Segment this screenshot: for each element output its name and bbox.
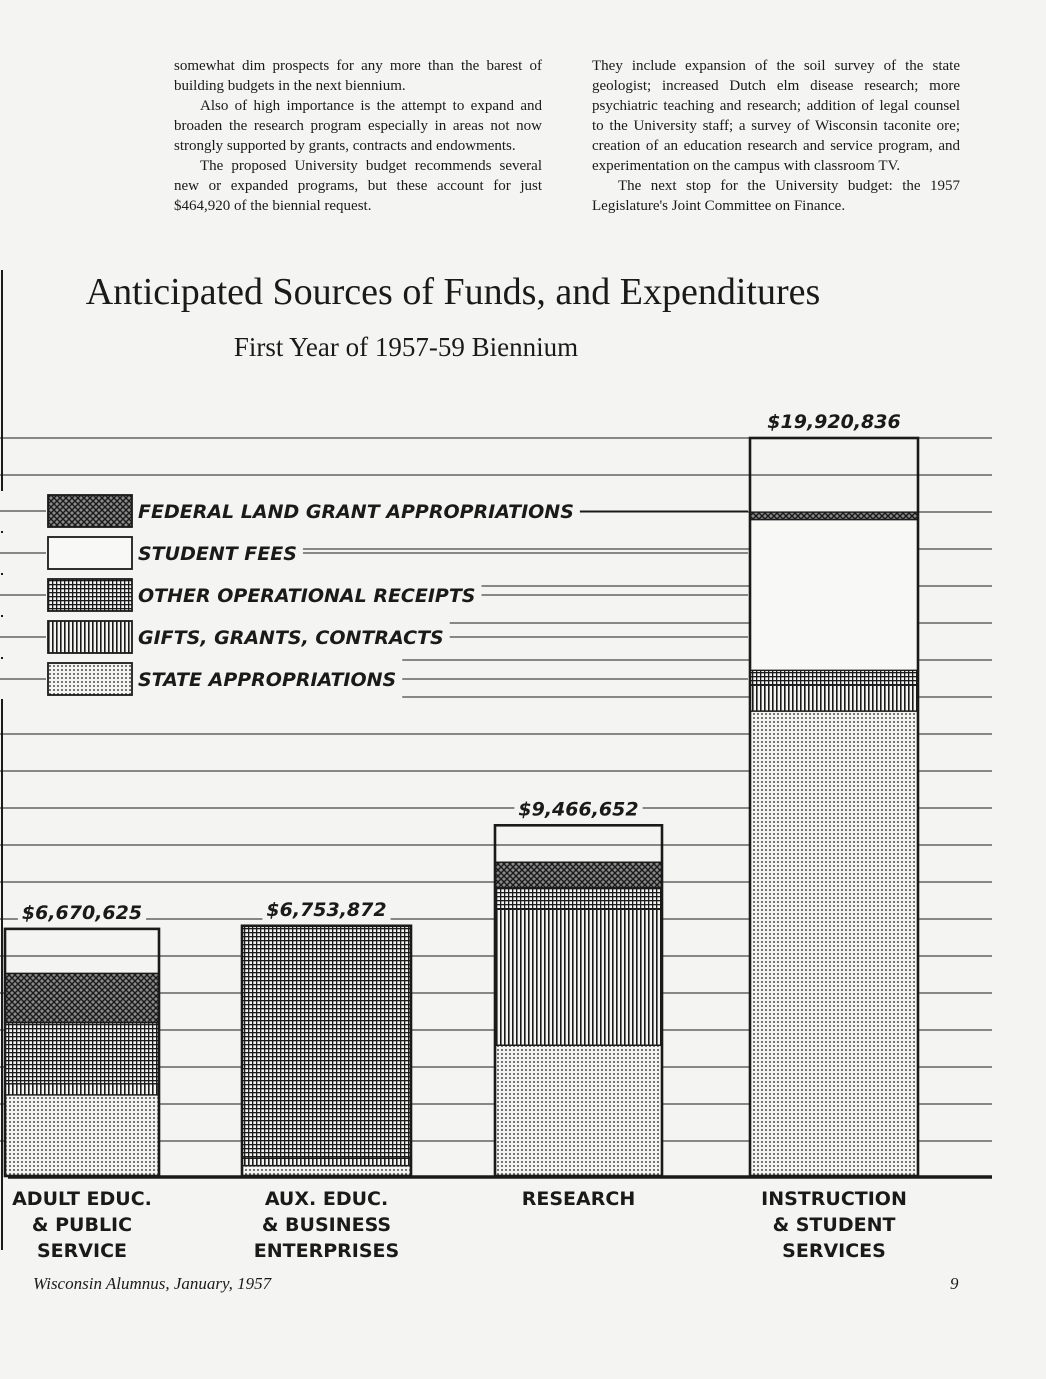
bar-segment <box>495 1045 662 1176</box>
left-paragraph-1: somewhat dim prospects for any more than the barest of building budgets in the next biennium. <box>174 58 542 94</box>
bar-segment <box>750 670 918 685</box>
bar-segment <box>5 973 159 1022</box>
bar-segment <box>750 711 918 1176</box>
chart-title: Anticipated Sources of Funds, and Expenditures <box>85 271 821 313</box>
bar-segment <box>750 512 918 519</box>
right-paragraph-2: The next stop for the University budget: the 1957 Legislature's Joint Committee on Finance. <box>592 178 960 214</box>
bar-total-label: $9,466,652 <box>518 798 639 821</box>
page-number: 9 <box>950 1274 959 1293</box>
category-label: & BUSINESS <box>261 1214 392 1236</box>
category-label: AUX. EDUC. <box>264 1188 389 1210</box>
bar-total-label: $6,753,872 <box>266 898 387 921</box>
bar-segment <box>750 520 918 671</box>
left-paragraph-3: The proposed University budget recommends several new or expanded programs, but these account for just $464,920 of the biennial request. <box>174 158 542 214</box>
bar-total-label: $19,920,836 <box>767 411 901 433</box>
category-label: SERVICES <box>782 1240 886 1262</box>
category-label: ENTERPRISES <box>253 1240 400 1262</box>
category-label: RESEARCH <box>521 1188 636 1210</box>
legend-label: OTHER OPERATIONAL RECEIPTS <box>138 585 476 607</box>
category-label: & STUDENT <box>772 1214 896 1236</box>
bar-segment <box>5 1095 159 1176</box>
legend-swatch <box>48 663 132 695</box>
legend-swatch <box>48 537 132 569</box>
category-label: SERVICE <box>37 1240 127 1262</box>
bar-segment <box>495 909 662 1045</box>
bar-segment <box>242 1158 411 1165</box>
bar-segment <box>495 862 662 888</box>
category-label: ADULT EDUC. <box>12 1188 152 1210</box>
bar-segment <box>5 1023 159 1084</box>
legend-swatch <box>48 495 132 527</box>
category-label: & PUBLIC <box>31 1214 133 1236</box>
bar-segment <box>242 926 411 1158</box>
bar-segment <box>750 685 918 711</box>
left-paragraph-2: Also of high importance is the attempt to expand and broaden the research program especially in areas not now strongly supported by grants, contracts and endowments. <box>174 98 542 154</box>
legend-label: GIFTS, GRANTS, CONTRACTS <box>138 627 444 649</box>
bar-segment <box>495 888 662 909</box>
legend-swatch <box>48 621 132 653</box>
legend-label: STUDENT FEES <box>138 543 297 565</box>
bar-total-label: $6,670,625 <box>21 901 143 924</box>
bar-segment <box>5 1084 159 1095</box>
legend-swatch <box>48 579 132 611</box>
bar-segment <box>242 1166 411 1176</box>
publication-footer: Wisconsin Alumnus, January, 1957 <box>33 1274 272 1293</box>
legend-label: STATE APPROPRIATIONS <box>138 669 397 691</box>
legend-label: FEDERAL LAND GRANT APPROPRIATIONS <box>138 501 574 523</box>
category-label: INSTRUCTION <box>761 1188 907 1210</box>
chart-subtitle: First Year of 1957-59 Biennium <box>233 332 579 362</box>
right-paragraph-1: They include expansion of the soil survey of the state geologist; increased Dutch elm disease research; more psychiatric teaching and research; addition of legal counsel to the University staff; a survey of Wisconsin taconite ore; creation of an education research and service program, and experimentation on the campus with classroom TV. <box>592 58 960 174</box>
